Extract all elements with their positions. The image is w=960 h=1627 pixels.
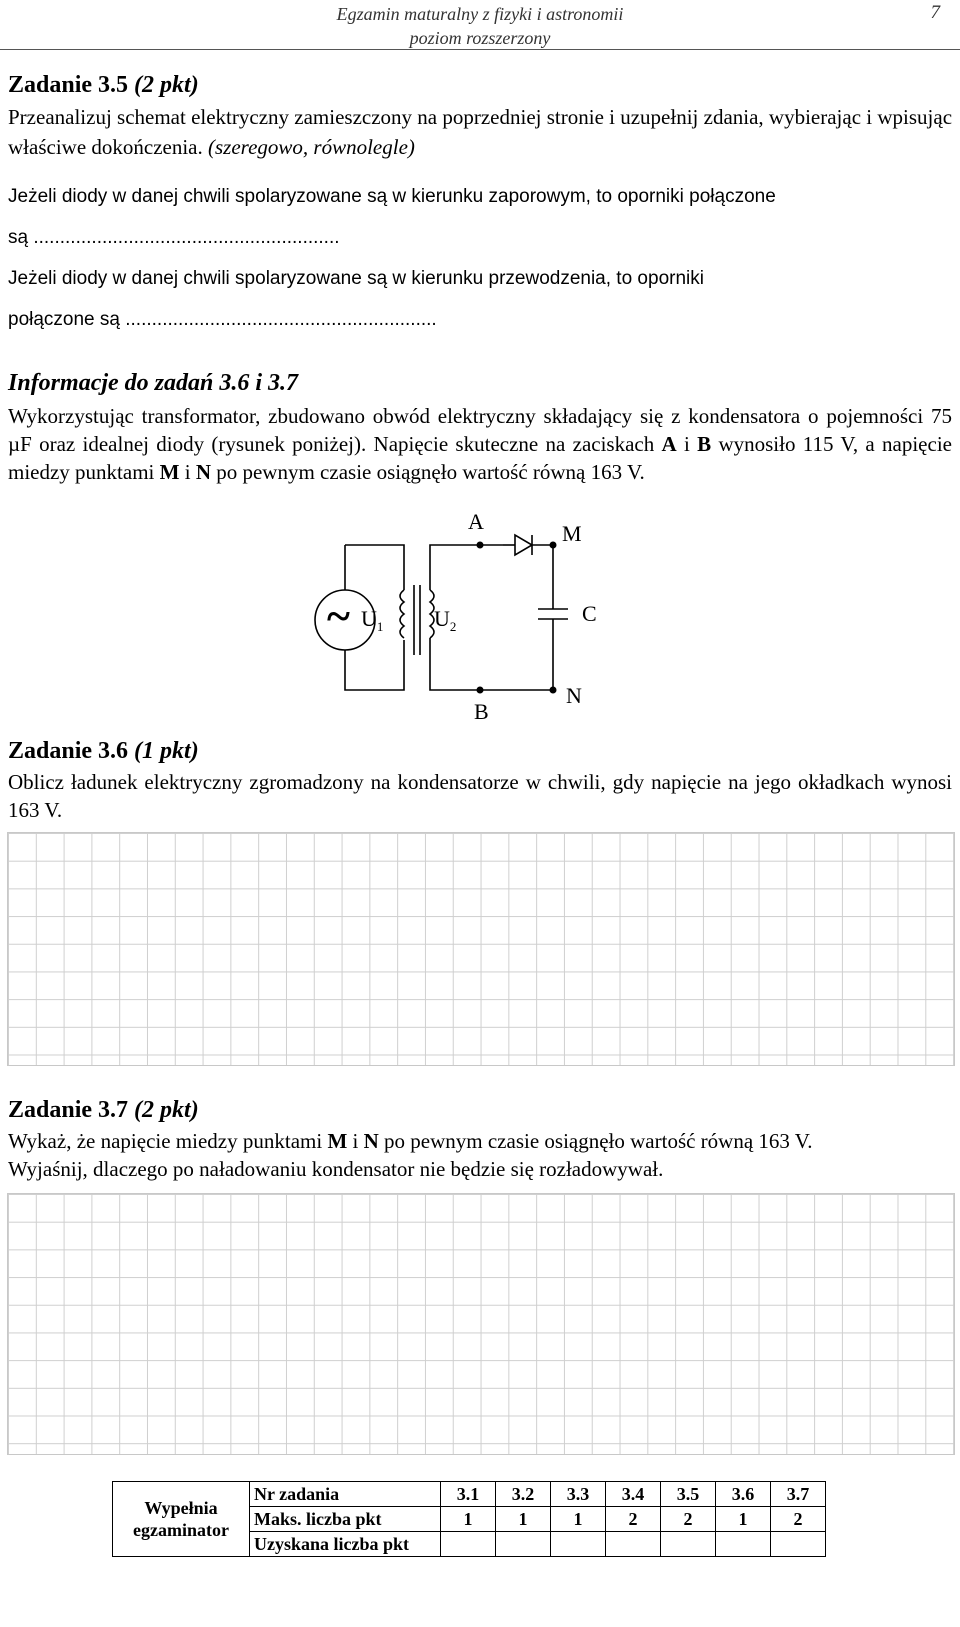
node-B: [477, 687, 484, 694]
task-3-5-options: (szeregowo, równolegle): [208, 135, 415, 159]
task-3-6-text: Oblicz ładunek elektryczny zgromadzony na kondensatorze w chwili, gdy napięcie na jego okładkach wynosi 163 V.: [8, 770, 952, 822]
diode-symbol: [515, 535, 532, 555]
score-table: Wypełnia egzaminator Nr zadania 3.1 3.2 3.3 3.4 3.5 3.6 3.7 Maks. liczba pkt 1 1 1 2 2 1 2 Uzyskana liczba pkt: [112, 1481, 826, 1557]
task-3-5-title: [8, 72, 199, 99]
node-M: [550, 542, 557, 549]
task-3-6-title: Zadanie 3.6 (1 pkt): [8, 738, 199, 764]
info-text: Wykorzystując transformator, zbudowano obwód elektryczny składający się z kondensatora o pojemności 75 µF oraz idealnej diody (rysunek poniżej). Napięcie skuteczne na zaciskach A i B wynosiło 115 V, a napięcie miedzy punktami M i N po pewnym czasie osiągnęło wartość równą 163 V.: [8, 404, 952, 484]
answer-blank-1[interactable]: są ..........................................................: [8, 227, 340, 248]
answer-blank-2[interactable]: połączone są ...........................................................: [8, 309, 437, 330]
secondary-wire-bottom: [430, 638, 553, 690]
label-N: N: [566, 683, 582, 708]
page-number: 7: [930, 2, 940, 23]
task-3-5-points: (2 pkt): [134, 72, 199, 98]
row-label-task-number: Nr zadania: [250, 1482, 441, 1507]
row-label-max-points: Maks. liczba pkt: [250, 1507, 441, 1532]
score-cell[interactable]: [771, 1532, 826, 1557]
label-A: A: [468, 509, 484, 534]
label-U1: $U_1$: [361, 606, 384, 634]
label-B: B: [474, 699, 489, 724]
page-header: [0, 2, 960, 50]
header-level: poziom rozszerzony: [409, 28, 551, 48]
task-3-5-sentence-2: Jeżeli diody w danej chwili spolaryzowane są w kierunku przewodzenia, to oporniki połączone są ...........................................................: [8, 258, 952, 340]
answer-grid-3-6[interactable]: [7, 832, 955, 1066]
task-3-5-sentence-1: Jeżeli diody w danej chwili spolaryzowane są w kierunku zaporowym, to oporniki połączone są ..........................................................: [8, 176, 952, 258]
score-cell[interactable]: [496, 1532, 551, 1557]
task-3-5-number: Zadanie 3.5: [8, 72, 129, 98]
task-3-5-instruction: Przeanalizuj schemat elektryczny zamieszczony na poprzedniej stronie i uzupełnij zdania, wybierając i wpisując właściwe dokończenia. (szeregowo, równolegle): [8, 105, 953, 159]
score-cell[interactable]: [551, 1532, 606, 1557]
node-N: [550, 687, 557, 694]
score-cell[interactable]: [441, 1532, 496, 1557]
task-3-7-text: Wykaż, że napięcie miedzy punktami M i N po pewnym czasie osiągnęło wartość równą 163 V. Wyjaśnij, dlaczego po naładowaniu kondensator nie będzie się rozładowywał.: [8, 1129, 813, 1181]
info-title: Informacje do zadań 3.6 i 3.7: [8, 370, 299, 396]
label-C: C: [582, 601, 597, 626]
row-label-earned-points: Uzyskana liczba pkt: [250, 1532, 441, 1557]
score-cell[interactable]: [606, 1532, 661, 1557]
label-M: M: [562, 521, 582, 546]
label-U2: $U_2$: [434, 606, 457, 634]
primary-coil: [400, 590, 404, 638]
right-wire-top: [532, 545, 553, 609]
circuit-diagram: [300, 505, 640, 730]
header-divider: [0, 49, 960, 50]
secondary-wire-top: [430, 545, 503, 590]
node-A: [477, 542, 484, 549]
primary-wire-bottom: [345, 640, 404, 690]
answer-grid-3-7[interactable]: [7, 1193, 955, 1455]
score-cell[interactable]: [661, 1532, 716, 1557]
task-3-7-title: Zadanie 3.7 (2 pkt): [8, 1097, 199, 1123]
score-cell[interactable]: [716, 1532, 771, 1557]
ac-source-symbol: ~: [327, 592, 350, 641]
primary-wire-top: [345, 545, 404, 590]
score-table-header: Wypełnia egzaminator: [113, 1482, 250, 1557]
header-exam-title: Egzamin maturalny z fizyki i astronomii: [336, 4, 624, 24]
